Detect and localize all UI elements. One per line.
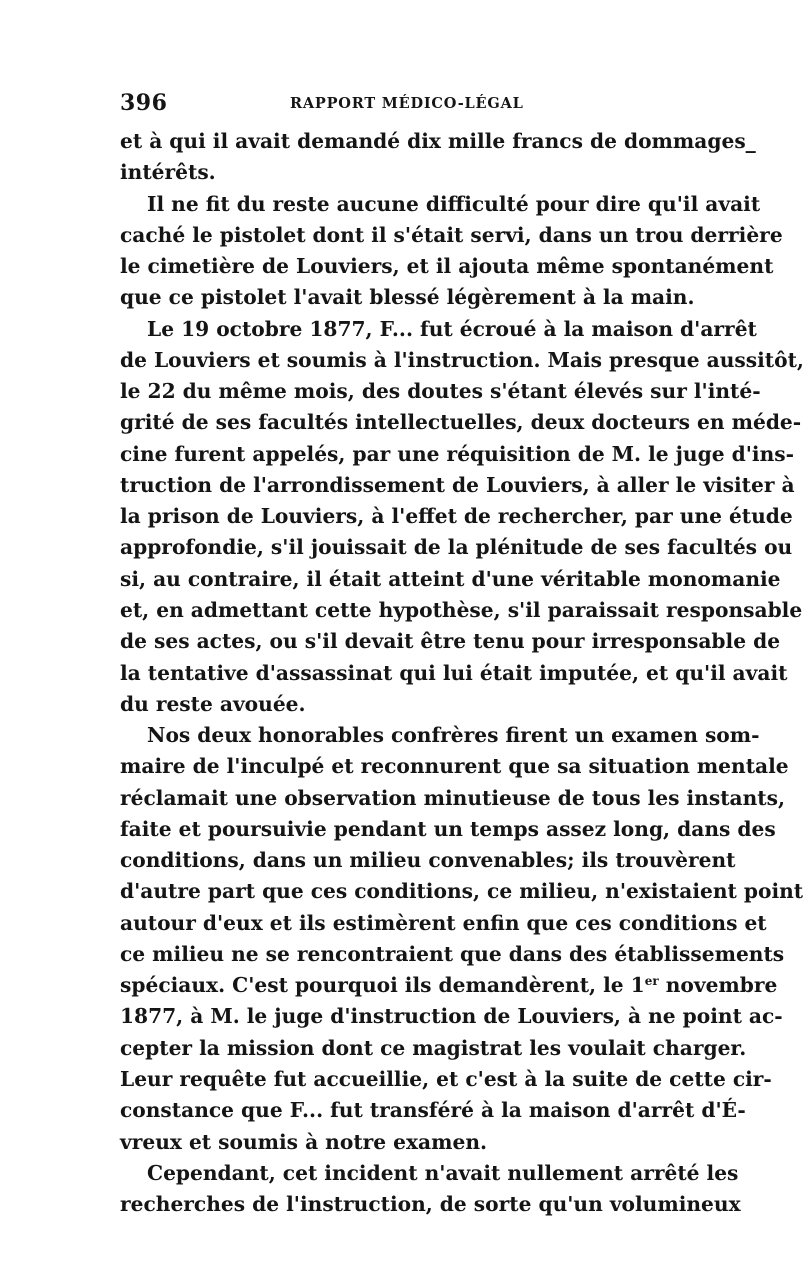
text-line: Cependant, cet incident n'avait nullement arrêté les bbox=[147, 1160, 739, 1185]
text-line: autour d'eux et ils estimèrent enfin que ces conditions et bbox=[120, 910, 767, 935]
text-line: et, en admettant cette hypothèse, s'il paraissait responsable bbox=[120, 597, 803, 622]
text-line: constance que F... fut transféré à la maison d'arrêt d'É- bbox=[120, 1098, 746, 1123]
text-line: de Louviers et soumis à l'instruction. Mais presque aussitôt, bbox=[120, 347, 804, 372]
text-line: recherches de l'instruction, de sorte qu'un volumineux bbox=[120, 1192, 741, 1217]
text-line: vreux et soumis à notre examen. bbox=[120, 1129, 488, 1154]
text-line: de ses actes, ou s'il devait être tenu pour irresponsable de bbox=[120, 629, 781, 654]
text-line: 1877, à M. le juge d'instruction de Louviers, à ne point ac- bbox=[120, 1004, 783, 1029]
text-line: maire de l'inculpé et reconnurent que sa situation mentale bbox=[120, 754, 789, 779]
text-line: le cimetière de Louviers, et il ajouta même spontanément bbox=[120, 254, 774, 279]
text-segment: novembre bbox=[658, 973, 778, 998]
text-line: cine furent appelés, par une réquisition de M. le juge d'ins- bbox=[120, 441, 794, 466]
text-line: Il ne fit du reste aucune difficulté pour dire qu'il avait bbox=[147, 191, 761, 216]
text-line-with-superscript bbox=[120, 970, 778, 1001]
text-line: truction de l'arrondissement de Louviers, à aller le visiter à bbox=[120, 472, 795, 497]
text-line: la prison de Louviers, à l'effet de rechercher, par une étude bbox=[120, 504, 793, 529]
text-line: Le 19 octobre 1877, F... fut écroué à la maison d'arrêt bbox=[147, 316, 757, 341]
body-text bbox=[120, 126, 804, 1220]
text-line: caché le pistolet dont il s'était servi, dans un trou derrière bbox=[120, 222, 783, 247]
text-line: cepter la mission dont ce magistrat les voulait charger. bbox=[120, 1035, 747, 1060]
text-line: la tentative d'assassinat qui lui était imputée, et qu'il avait bbox=[120, 660, 788, 685]
running-head bbox=[120, 88, 680, 118]
text-line: réclamait une observation minutieuse de tous les instants, bbox=[120, 785, 786, 810]
text-line: Leur requête fut accueillie, et c'est à la suite de cette cir- bbox=[120, 1066, 772, 1091]
text-line: d'autre part que ces conditions, ce milieu, n'existaient point bbox=[120, 879, 804, 904]
text-segment: spéciaux. C'est pourquoi ils demandèrent, le bbox=[120, 973, 624, 998]
text-line: ce milieu ne se rencontraient que dans des établissements bbox=[120, 941, 785, 966]
ordinal-superscript: er bbox=[644, 974, 659, 989]
text-line: Nos deux honorables confrères firent un examen som- bbox=[147, 723, 760, 748]
date-ordinal: 1er bbox=[630, 973, 659, 998]
running-title: RAPPORT MÉDICO-LÉGAL bbox=[290, 95, 524, 112]
page-number: 396 bbox=[120, 90, 168, 116]
text-line: et à qui il avait demandé dix mille francs de dommages_ bbox=[120, 129, 756, 153]
text-line: conditions, dans un milieu convenables; ils trouvèrent bbox=[120, 848, 736, 873]
text-line: approfondie, s'il jouissait de la plénitude de ses facultés ou bbox=[120, 535, 793, 560]
text-line: que ce pistolet l'avait blessé légèrement à la main. bbox=[120, 285, 695, 310]
text-line: le 22 du même mois, des doutes s'étant élevés sur l'inté- bbox=[120, 379, 761, 404]
text-line: faite et poursuivie pendant un temps assez long, dans des bbox=[120, 816, 776, 841]
text-line: du reste avouée. bbox=[120, 691, 306, 716]
text-line: grité de ses facultés intellectuelles, deux docteurs en méde- bbox=[120, 410, 802, 435]
text-line: intérêts. bbox=[120, 160, 216, 185]
text-line: si, au contraire, il était atteint d'une véritable monomanie bbox=[120, 566, 781, 591]
